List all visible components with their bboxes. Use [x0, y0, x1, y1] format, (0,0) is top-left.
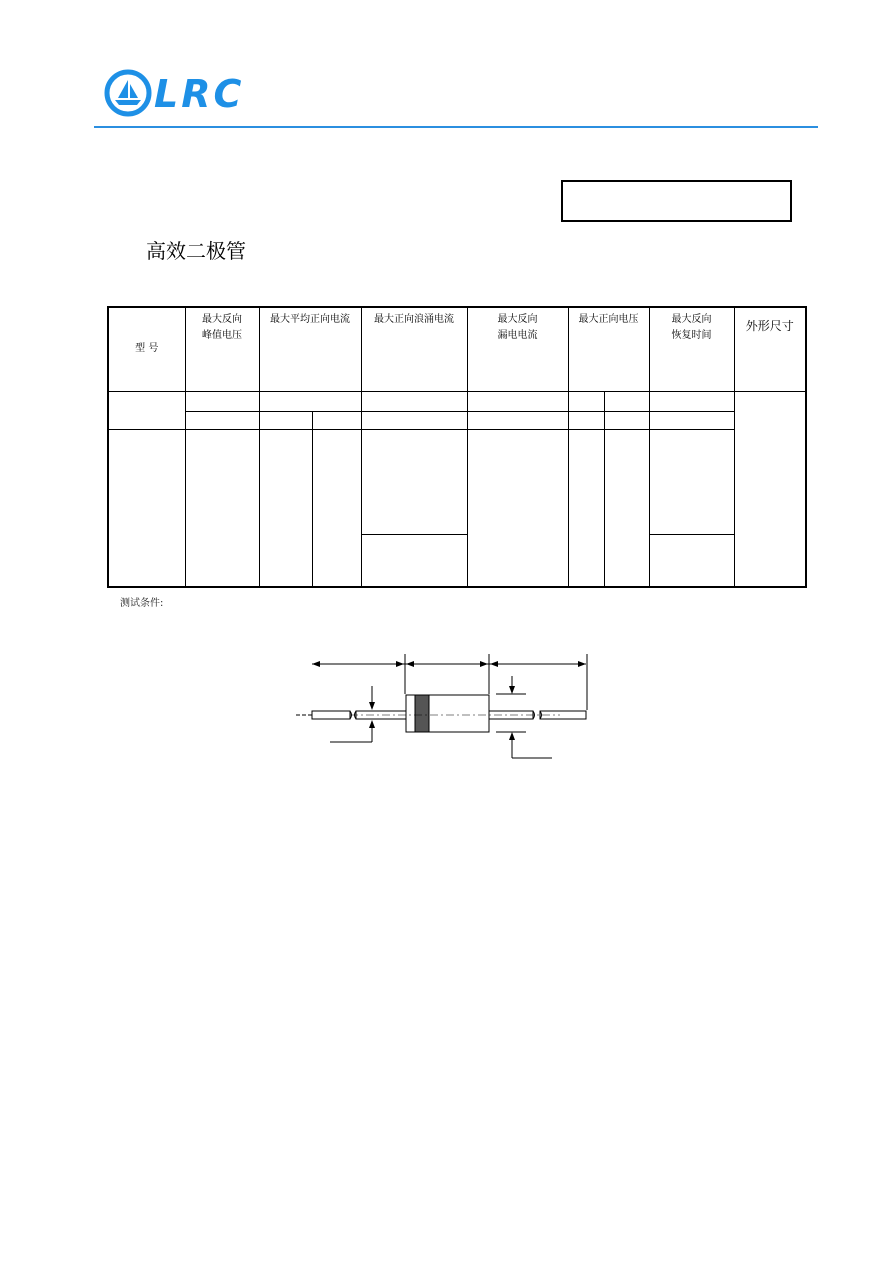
units-vf-b — [604, 391, 649, 411]
units-ifsm — [361, 391, 467, 411]
header-ifsm: 最大正向浪涌电流 — [361, 307, 467, 391]
package-cell — [734, 391, 806, 587]
brand-name: LRC — [154, 72, 245, 116]
vf-values-a — [568, 429, 604, 587]
trr-values — [649, 429, 734, 534]
cond-ir — [467, 411, 568, 429]
ifsm-values — [361, 429, 467, 534]
brand-logo — [104, 68, 264, 120]
if-values-a — [259, 429, 312, 587]
units-ir — [467, 391, 568, 411]
cond-vf-a — [568, 411, 604, 429]
lrc-ship-logo-icon — [104, 68, 152, 118]
units-model-cell — [108, 391, 185, 429]
axial-diode-outline-diagram — [290, 650, 600, 765]
units-if-avg — [259, 391, 361, 411]
header-model: 型 号 — [108, 307, 185, 391]
header-vf: 最大正向电压 — [568, 307, 649, 391]
model-list-cell — [108, 429, 185, 587]
cond-vf-b — [604, 411, 649, 429]
if-values-b — [312, 429, 361, 587]
units-vrrm — [185, 391, 259, 411]
spec-table — [107, 306, 807, 588]
ifsm-values-2 — [361, 534, 467, 587]
header-divider — [94, 126, 818, 128]
cond-if-b — [312, 411, 361, 429]
cathode-band — [415, 695, 429, 732]
vf-values-b — [604, 429, 649, 587]
cond-trr — [649, 411, 734, 429]
header-vrrm: 最大反向 峰值电压 — [185, 307, 259, 391]
cond-vrrm — [185, 411, 259, 429]
units-vf-a — [568, 391, 604, 411]
header-ir: 最大反向 漏电电流 — [467, 307, 568, 391]
header-if-avg: 最大平均正向电流 — [259, 307, 361, 391]
trr-values-2 — [649, 534, 734, 587]
page-title: 高效二极管 — [146, 239, 246, 263]
units-trr — [649, 391, 734, 411]
header-trr: 最大反向 恢复时间 — [649, 307, 734, 391]
part-number-box — [561, 180, 792, 222]
cond-if-a — [259, 411, 312, 429]
cond-ifsm — [361, 411, 467, 429]
vrrm-values — [185, 429, 259, 587]
test-conditions-note: 测试条件: — [120, 598, 164, 609]
header-package: 外形尺寸 — [734, 307, 806, 391]
ir-values — [467, 429, 568, 587]
